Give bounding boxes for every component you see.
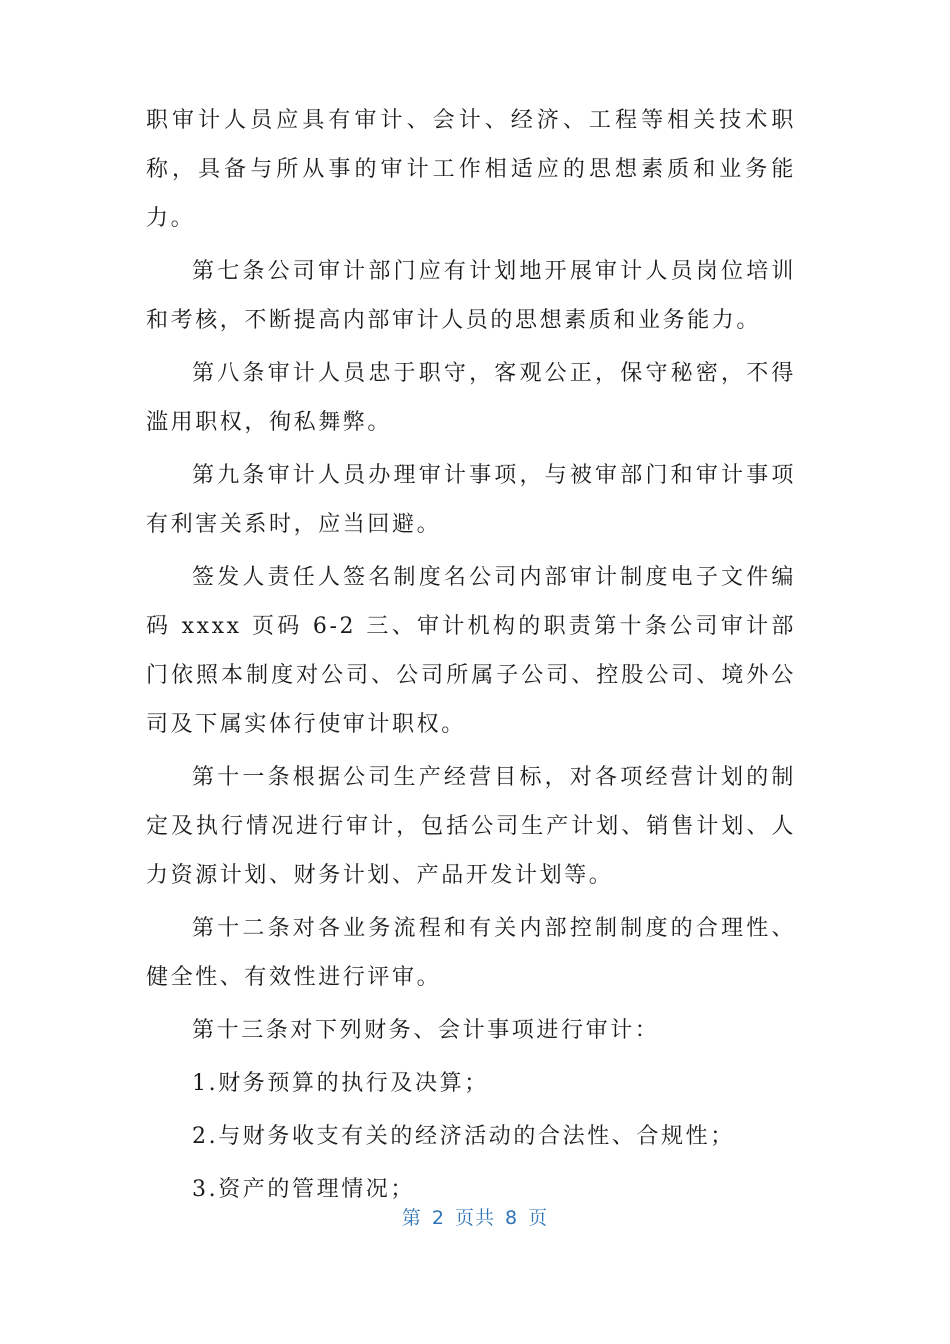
- paragraph-continuation: 职审计人员应具有审计、会计、经济、工程等相关技术职称，具备与所从事的审计工作相适应的思想素质和业务能力。: [146, 108, 796, 231]
- paragraph-signature-article-10: 签发人责任人签名制度名公司内部审计制度电子文件编码 xxxx 页码 6-2 三、审计机构的职责第十条公司审计部门依照本制度对公司、公司所属子公司、控股公司、境外公司及下属实体行使审计职权。: [146, 565, 796, 737]
- paragraph-article-13: 第十三条对下列财务、会计事项进行审计：: [192, 1018, 660, 1043]
- paragraph-article-12: 第十二条对各业务流程和有关内部控制制度的合理性、健全性、有效性进行评审。: [146, 916, 796, 990]
- page-footer: [0, 1203, 950, 1230]
- document-body: [146, 96, 796, 1214]
- paragraph-article-11: 第十一条根据公司生产经营目标，对各项经营计划的制定及执行情况进行审计，包括公司生产计划、销售计划、人力资源计划、财务计划、产品开发计划等。: [146, 765, 796, 888]
- paragraph-article-8: 第八条审计人员忠于职守，客观公正，保守秘密，不得滥用职权，徇私舞弊。: [146, 361, 796, 435]
- list-item-1: 1.财务预算的执行及决算；: [192, 1071, 489, 1096]
- footer-middle: 页共: [454, 1207, 495, 1229]
- paragraph-article-9: 第九条审计人员办理审计事项，与被审部门和审计事项有利害关系时，应当回避。: [146, 463, 796, 537]
- footer-total-pages: 8: [505, 1207, 519, 1229]
- footer-suffix: 页: [528, 1207, 549, 1229]
- footer-prefix: 第: [401, 1207, 422, 1229]
- paragraph-article-7: 第七条公司审计部门应有计划地开展审计人员岗位培训和考核，不断提高内部审计人员的思想素质和业务能力。: [146, 259, 796, 333]
- list-item-2: 2.与财务收支有关的经济活动的合法性、合规性；: [192, 1124, 735, 1149]
- list-item-3: 3.资产的管理情况；: [192, 1177, 415, 1202]
- footer-current-page: 2: [431, 1207, 445, 1229]
